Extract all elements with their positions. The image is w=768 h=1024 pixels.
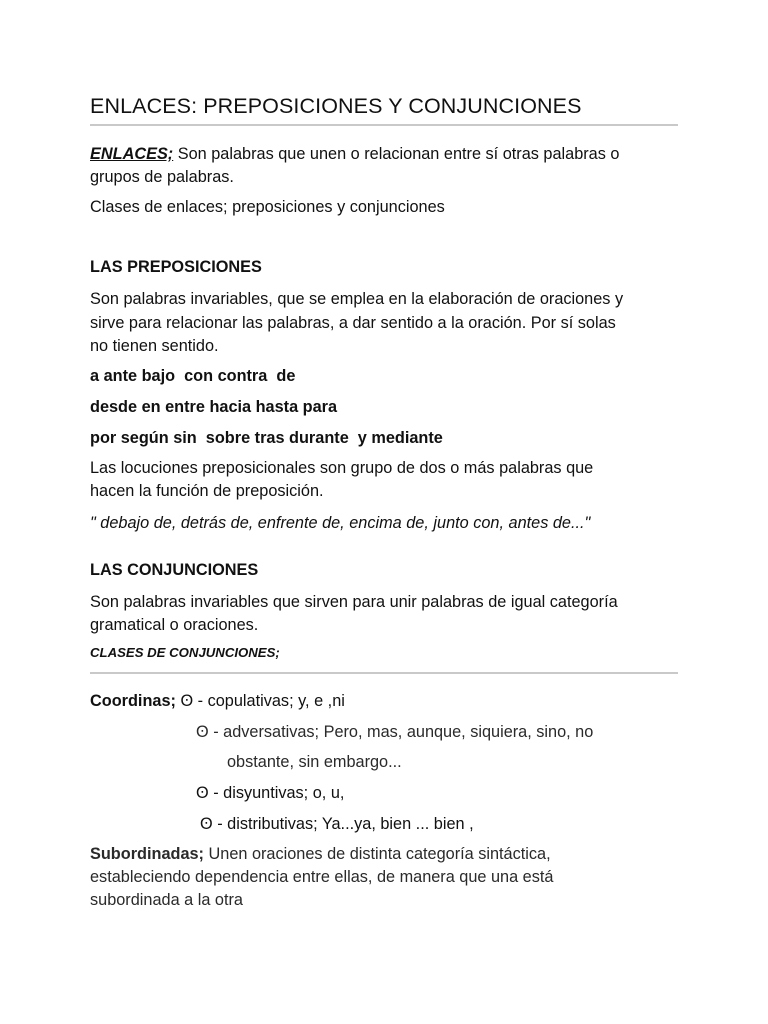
preposiciones-heading: LAS PREPOSICIONES bbox=[90, 258, 262, 276]
preposiciones-desc-line2: sirve para relacionar las palabras, a dar sentido a la oración. Por sí solas bbox=[90, 314, 616, 332]
coordinadas-label: Coordinas; bbox=[90, 692, 176, 710]
adversativas-continuation: obstante, sin embargo... bbox=[227, 753, 402, 771]
locuciones-line2: hacen la función de preposición. bbox=[90, 482, 324, 500]
subordinadas-line2: estableciendo dependencia entre ellas, de manera que una está bbox=[90, 868, 554, 886]
locuciones-line1: Las locuciones preposicionales son grupo de dos o más palabras que bbox=[90, 459, 594, 477]
page-title: ENLACES: PREPOSICIONES Y CONJUNCIONES bbox=[90, 94, 582, 118]
adversativas-row bbox=[196, 721, 593, 744]
coordinadas-row bbox=[90, 690, 345, 713]
preposiciones-desc-line1: Son palabras invariables, que se emplea en la elaboración de oraciones y bbox=[90, 290, 624, 308]
copulativas-text: - copulativas; y, e ,ni bbox=[193, 692, 345, 710]
conjunciones-desc-line2: gramatical o oraciones. bbox=[90, 616, 259, 634]
enlaces-definition-text: Son palabras que unen o relacionan entre sí otras palabras o bbox=[173, 145, 620, 163]
enlaces-definition-line1 bbox=[90, 143, 619, 166]
conjunciones-divider bbox=[90, 672, 678, 674]
preposiciones-list-line1: a ante bajo con contra de bbox=[90, 367, 296, 385]
bullet-icon: ʘ bbox=[196, 723, 209, 741]
subordinadas-label: Subordinadas; bbox=[90, 845, 204, 863]
clases-conjunciones-heading: CLASES DE CONJUNCIONES; bbox=[90, 645, 280, 660]
subordinadas-line3: subordinada a la otra bbox=[90, 891, 243, 909]
locuciones-example: " debajo de, detrás de, enfrente de, encima de, junto con, antes de..." bbox=[90, 514, 591, 532]
enlaces-term: ENLACES; bbox=[90, 145, 174, 163]
preposiciones-desc-line3: no tienen sentido. bbox=[90, 337, 219, 355]
distributivas-text: - distributivas; Ya...ya, bien ... bien , bbox=[212, 815, 474, 833]
enlaces-clases-text: Clases de enlaces; preposiciones y conjunciones bbox=[90, 198, 445, 216]
preposiciones-list-line3: por según sin sobre tras durante y mediante bbox=[90, 429, 443, 447]
disyuntivas-text: - disyuntivas; o, u, bbox=[208, 784, 345, 802]
title-divider bbox=[90, 124, 678, 126]
disyuntivas-row bbox=[196, 782, 344, 805]
bullet-icon: ʘ bbox=[196, 784, 209, 802]
bullet-icon: ʘ bbox=[180, 692, 194, 710]
distributivas-row bbox=[200, 813, 474, 836]
bullet-icon: ʘ bbox=[200, 815, 213, 833]
subordinadas-text: Unen oraciones de distinta categoría sintáctica, bbox=[203, 845, 551, 863]
conjunciones-desc-line1: Son palabras invariables que sirven para unir palabras de igual categoría bbox=[90, 593, 618, 611]
enlaces-definition-line2: grupos de palabras. bbox=[90, 168, 234, 186]
conjunciones-heading: LAS CONJUNCIONES bbox=[90, 561, 259, 579]
adversativas-text: - adversativas; Pero, mas, aunque, siquiera, sino, no bbox=[208, 723, 594, 741]
preposiciones-list-line2: desde en entre hacia hasta para bbox=[90, 398, 338, 416]
subordinadas-line1 bbox=[90, 843, 551, 866]
